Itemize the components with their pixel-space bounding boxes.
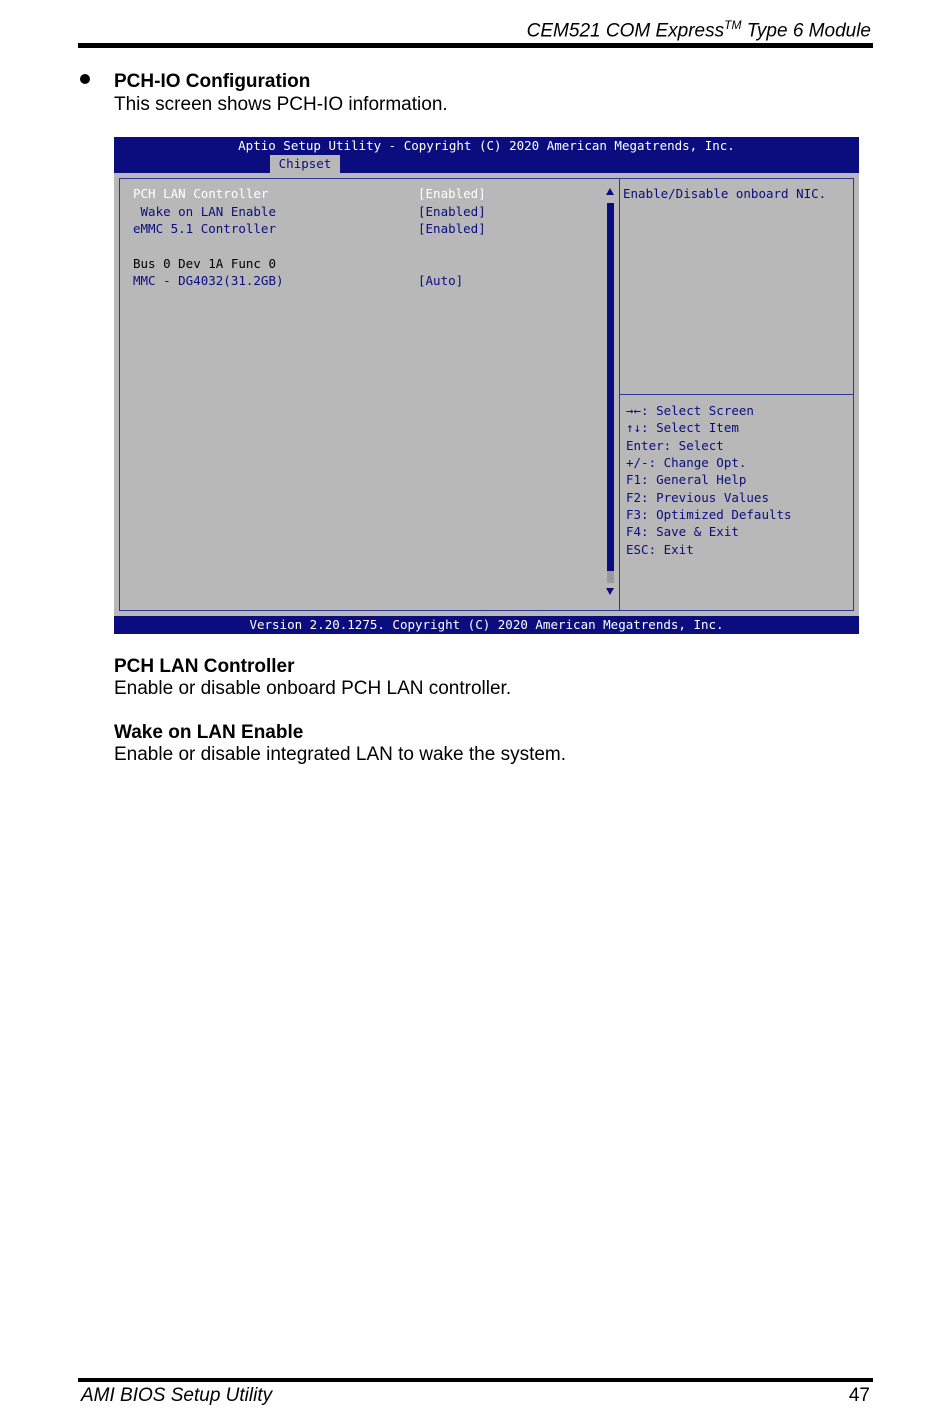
page-header bbox=[527, 18, 871, 42]
setting-emmc-controller-value[interactable]: [Enabled] bbox=[418, 221, 486, 236]
header-rule bbox=[78, 43, 873, 48]
bios-title-bar bbox=[114, 137, 859, 173]
desc-text-wake-on-lan: Enable or disable integrated LAN to wake the system. bbox=[114, 744, 567, 765]
section-description: This screen shows PCH-IO information. bbox=[114, 94, 448, 115]
key-help-select-screen: →←: Select Screen bbox=[626, 403, 754, 418]
desc-title-pch-lan: PCH LAN Controller bbox=[114, 656, 295, 677]
scroll-down-arrow-icon[interactable] bbox=[606, 588, 614, 595]
scroll-up-arrow-icon[interactable] bbox=[606, 188, 614, 195]
page-number: 47 bbox=[848, 1385, 870, 1406]
bios-title: Aptio Setup Utility - Copyright (C) 2020 American Megatrends, Inc. bbox=[238, 138, 735, 153]
key-help-enter: Enter: Select bbox=[626, 438, 724, 453]
setting-mmc-device[interactable]: MMC - DG4032(31.2GB) bbox=[133, 273, 284, 288]
setting-wake-on-lan[interactable]: Wake on LAN Enable bbox=[133, 204, 276, 219]
bios-status-bar bbox=[114, 616, 859, 634]
bios-help-divider bbox=[620, 394, 853, 395]
footer-title: AMI BIOS Setup Utility bbox=[81, 1385, 273, 1406]
key-help-esc-exit: ESC: Exit bbox=[626, 542, 694, 557]
tab-chipset[interactable]: Chipset bbox=[270, 155, 340, 173]
section-title: PCH-IO Configuration bbox=[114, 71, 311, 92]
footer-rule bbox=[78, 1378, 873, 1382]
setting-pch-lan-controller-value[interactable]: [Enabled] bbox=[418, 186, 486, 201]
key-help-select-item: ↑↓: Select Item bbox=[626, 420, 739, 435]
scrollbar[interactable] bbox=[607, 203, 614, 583]
key-help-general-help: F1: General Help bbox=[626, 472, 747, 487]
setting-wake-on-lan-value[interactable]: [Enabled] bbox=[418, 204, 486, 219]
key-help-save-exit: F4: Save & Exit bbox=[626, 524, 739, 539]
scrollbar-end bbox=[607, 571, 614, 583]
key-help-optimized-defaults: F3: Optimized Defaults bbox=[626, 507, 792, 522]
desc-title-wake-on-lan: Wake on LAN Enable bbox=[114, 722, 304, 743]
key-help-previous-values: F2: Previous Values bbox=[626, 490, 769, 505]
bios-screen bbox=[114, 137, 859, 634]
info-bus-dev-func: Bus 0 Dev 1A Func 0 bbox=[133, 256, 276, 271]
key-help-change-opt: +/-: Change Opt. bbox=[626, 455, 747, 470]
help-text: Enable/Disable onboard NIC. bbox=[623, 186, 827, 201]
setting-pch-lan-controller[interactable]: PCH LAN Controller bbox=[133, 186, 269, 201]
setting-mmc-device-value[interactable]: [Auto] bbox=[418, 273, 464, 288]
bios-version: Version 2.20.1275. Copyright (C) 2020 American Megatrends, Inc. bbox=[249, 617, 724, 632]
desc-text-pch-lan: Enable or disable onboard PCH LAN controller. bbox=[114, 678, 512, 699]
bullet-icon bbox=[80, 74, 90, 84]
header-text: CEM521 COM Express bbox=[526, 20, 725, 42]
header-text-after: Type 6 Module bbox=[741, 20, 871, 42]
setting-emmc-controller[interactable]: eMMC 5.1 Controller bbox=[133, 221, 276, 236]
trademark-sup: TM bbox=[724, 18, 742, 32]
